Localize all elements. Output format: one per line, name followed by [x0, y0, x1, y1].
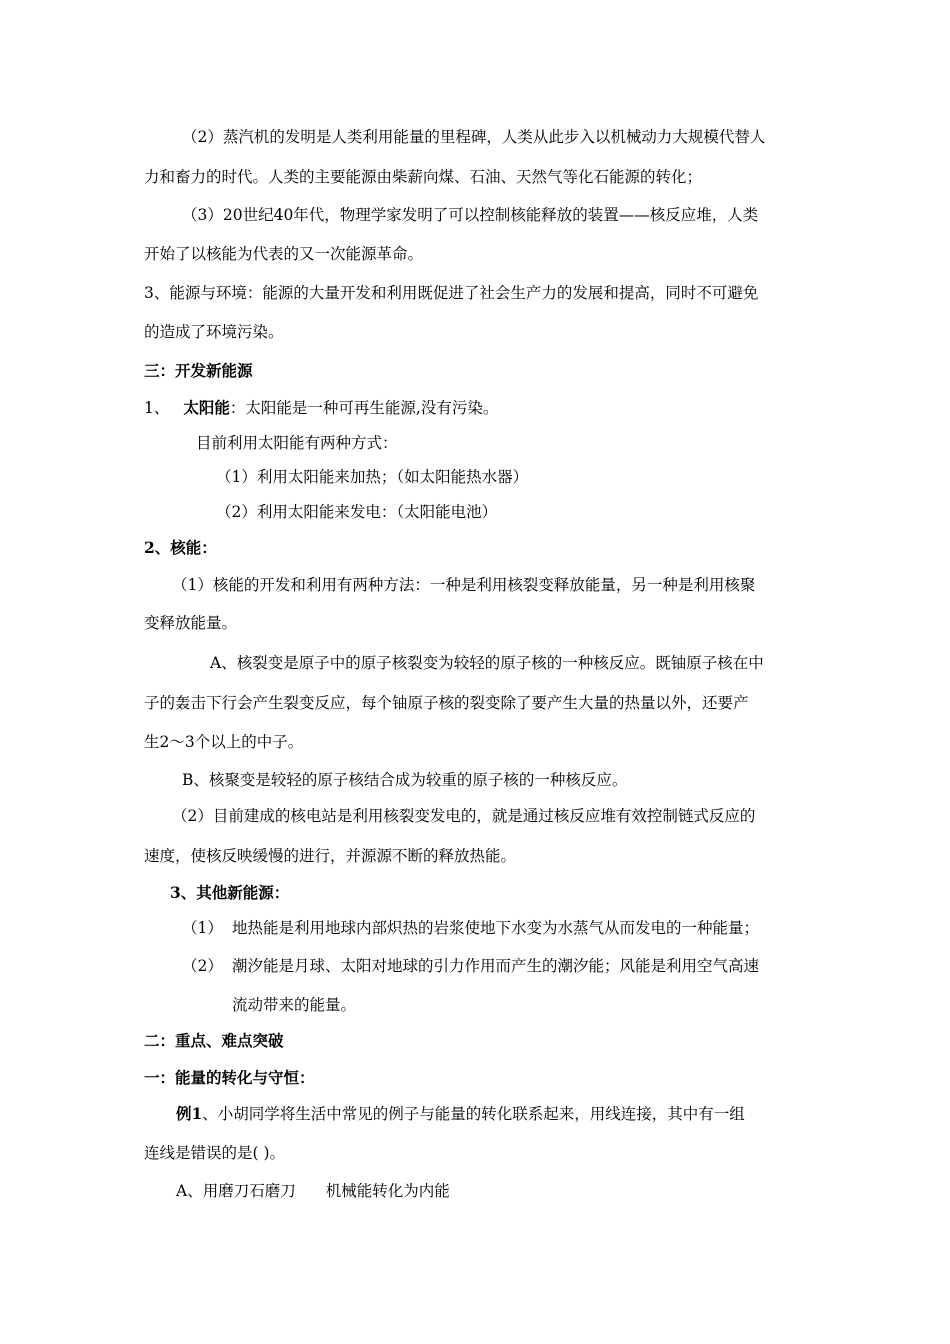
section-heading: 三：开发新能源 — [144, 361, 253, 380]
paragraph-line: 子的轰击下行会产生裂变反应，每个铀原子核的裂变除了要产生大量的热量以外，还要产 — [144, 694, 749, 712]
example-label: 例1 — [176, 1104, 203, 1123]
option-text: A、用磨刀石磨刀 — [176, 1182, 296, 1200]
section-heading: 二：重点、难点突破 — [144, 1031, 284, 1050]
example-line — [176, 1104, 745, 1124]
paragraph-line: 3、能源与环境：能源的大量开发和利用既促进了社会生产力的发展和提高，同时不可避免 — [144, 284, 759, 302]
paragraph-line: 变释放能量。 — [144, 614, 238, 632]
paragraph-line: 速度，使核反映缓慢的进行，并源源不断的释放热能。 — [144, 847, 517, 865]
list-item-text: 地热能是利用地球内部炽热的岩浆使地下水变为水蒸气从而发电的一种能量； — [232, 919, 760, 937]
list-number: （1） — [182, 919, 223, 937]
paragraph-line: B、核聚变是较轻的原子核结合成为较重的原子核的一种核反应。 — [182, 771, 628, 789]
option-line — [176, 1181, 450, 1201]
term-bold: 太阳能 — [183, 398, 230, 417]
paragraph-line: 力和畜力的时代。人类的主要能源由柴薪向煤、石油、天然气等化石能源的转化； — [144, 168, 703, 186]
paragraph-line: A、核裂变是原子中的原子核裂变为较轻的原子核的一种核反应。既铀原子核在中 — [210, 654, 764, 672]
option-match: 机械能转化为内能 — [325, 1182, 450, 1200]
example-text: 、小胡同学将生活中常见的例子与能量的转化联系起来，用线连接，其中有一组 — [202, 1105, 745, 1123]
list-item — [182, 918, 223, 938]
paragraph-line: （2）蒸汽机的发明是人类利用能量的里程碑，人类从此步入以机械动力大规模代替人 — [182, 128, 766, 146]
list-number: （2） — [182, 957, 223, 975]
list-item: （2）利用太阳能来发电：（太阳能电池） — [216, 503, 498, 521]
list-item-text: 流动带来的能量。 — [232, 996, 357, 1014]
paragraph-line: 生2～3个以上的中子。 — [144, 733, 304, 751]
paragraph-line: （1）核能的开发和利用有两种方法：一种是利用核裂变释放能量，另一种是利用核聚 — [172, 576, 756, 594]
section-heading: 2、核能： — [144, 538, 217, 557]
section-heading: 一：能量的转化与守恒： — [144, 1068, 315, 1087]
section-heading: 3、其他新能源： — [170, 883, 290, 902]
paragraph-line: 开始了以核能为代表的又一次能源革命。 — [144, 245, 424, 263]
list-number: 1、 — [144, 399, 170, 417]
list-item — [144, 398, 498, 418]
item-text: ：太阳能是一种可再生能源,没有污染。 — [229, 399, 499, 417]
list-item: （1）利用太阳能来加热；（如太阳能热水器） — [216, 468, 529, 486]
paragraph-line: （3）20世纪40年代，物理学家发明了可以控制核能释放的装置——核反应堆，人类 — [182, 206, 759, 224]
paragraph-line: 连线是错误的是( )。 — [144, 1144, 286, 1162]
list-item — [182, 956, 223, 976]
list-item-text: 潮汐能是月球、太阳对地球的引力作用而产生的潮汐能；风能是利用空气高速 — [232, 957, 760, 975]
paragraph-line: （2）目前建成的核电站是利用核裂变发电的，就是通过核反应堆有效控制链式反应的 — [172, 807, 756, 825]
paragraph-line: 的造成了环境污染。 — [144, 323, 284, 341]
paragraph-line: 目前利用太阳能有两种方式： — [196, 434, 398, 452]
